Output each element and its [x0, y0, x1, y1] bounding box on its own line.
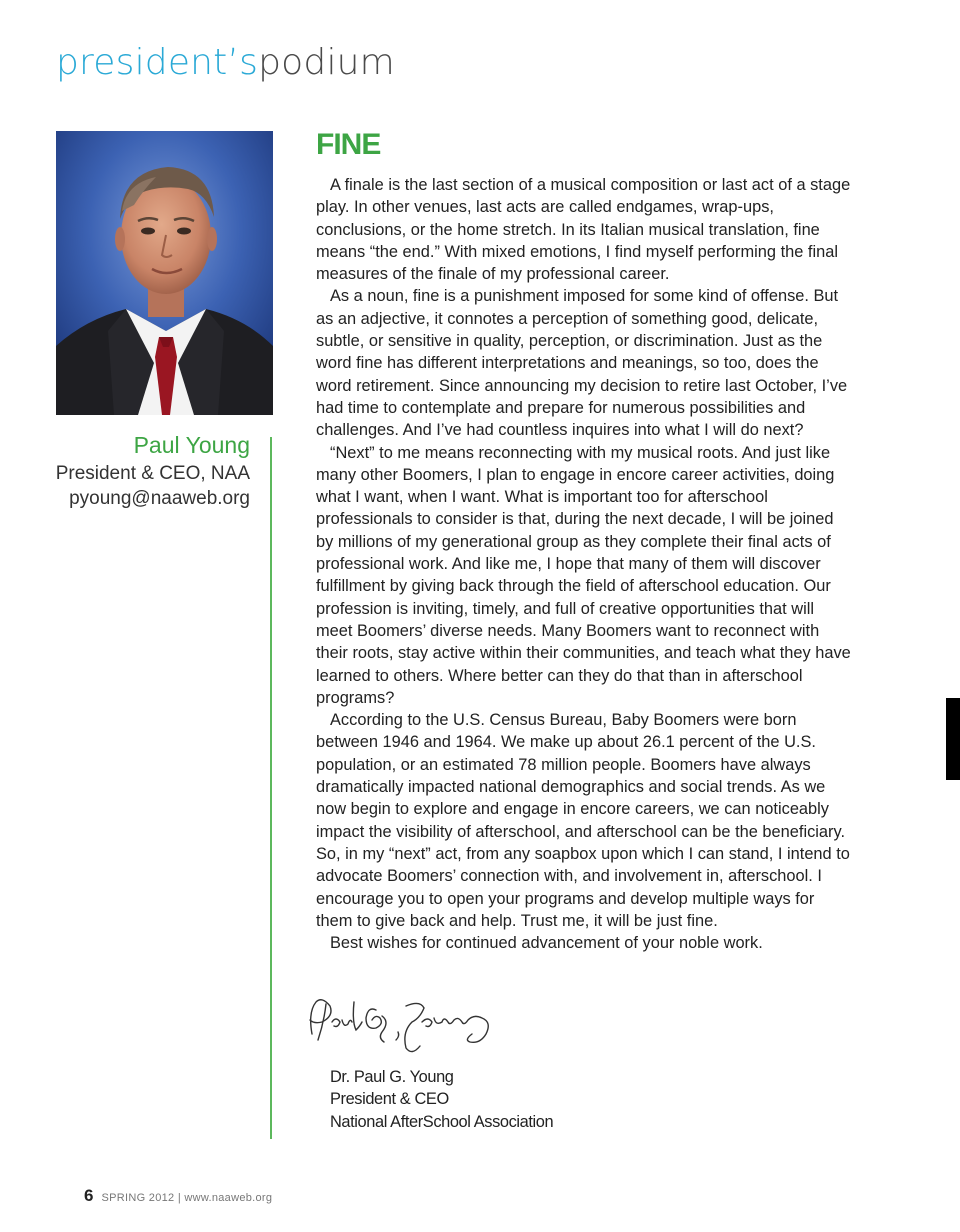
- handwritten-signature: [302, 992, 498, 1060]
- article-title: FINE: [316, 128, 381, 161]
- signoff-org: National AfterSchool Association: [330, 1112, 554, 1131]
- article-paragraph: According to the U.S. Census Bureau, Baby Boomers were born between 1946 and 1964. We make up about 26.1 percent of the U.S. population, or an estimated 78 million people. Boomers have always dramatically impacted national demographics and social trends. As we now begin to explore and engage in encore careers, we can noticeably impact the visibility of afterschool, and afterschool can be the beneficiary. So, in my “next” act, from any soapbox upon which I can stand, I intend to advocate Boomers’ connection with, and involvement in, afterschool. I encourage you to open your programs and develop multiple ways for them to give back and help. Trust me, it will be just fine.: [316, 711, 850, 930]
- page-edge-tab: [946, 698, 960, 780]
- article-body: [316, 174, 852, 954]
- signoff-title: President & CEO: [330, 1090, 449, 1109]
- section-header: [56, 42, 395, 83]
- article-paragraph: A finale is the last section of a musical composition or last act of a stage play. In other venues, last acts are called endgames, wrap-ups, conclusions, or the home stretch. In its Italian musical translation, fine means “the end.” With mixed emotions, I find myself performing the final measures of the finale of my professional career.: [316, 176, 851, 284]
- page-footer: [84, 1186, 272, 1206]
- header-presidents: president’s: [56, 42, 259, 83]
- author-name: Paul Young: [133, 432, 250, 458]
- author-role: President & CEO, NAA: [55, 463, 250, 484]
- header-podium: podium: [258, 42, 395, 83]
- column-divider: [270, 437, 272, 1139]
- signoff-block: [330, 1066, 553, 1133]
- author-photo: [56, 131, 273, 415]
- author-email[interactable]: pyoung@naaweb.org: [69, 488, 250, 509]
- signoff-name: Dr. Paul G. Young: [330, 1068, 454, 1086]
- footer-issue: SPRING 2012 | www.naaweb.org: [101, 1192, 273, 1204]
- article-paragraph: Best wishes for continued advancement of your noble work.: [330, 934, 763, 953]
- page-number: 6: [84, 1186, 94, 1205]
- article-paragraph: “Next” to me means reconnecting with my musical roots. And just like many other Boomers, I plan to engage in encore career activities, doing what I want, when I want. What is important too for afterschool professionals to consider is that, during the next decade, I will be joined by millions of my generational group as they complete their final acts of professional work. And like me, I hope that many of them will discover fulfillment by giving back through the field of afterschool education. Our profession is inviting, timely, and full of creative opportunities that will meet Boomers’ diverse needs. Many Boomers want to reconnect with their roots, stay active within their communities, and teach what they have learned to others. Where better can they do that than in afterschool programs?: [316, 443, 851, 707]
- article-paragraph: As a noun, fine is a punishment imposed for some kind of offense. But as an adjective, it connotes a perception of something good, delicate, subtle, or sensitive in quality, perception, or discrimination. Just as the word fine has different interpretations and meanings, so too, does the word retirement. Since announcing my decision to retire last October, I’ve had time to contemplate and prepare for numerous possibilities and challenges. And I’ve had countless inquires into what I will do next?: [316, 287, 848, 440]
